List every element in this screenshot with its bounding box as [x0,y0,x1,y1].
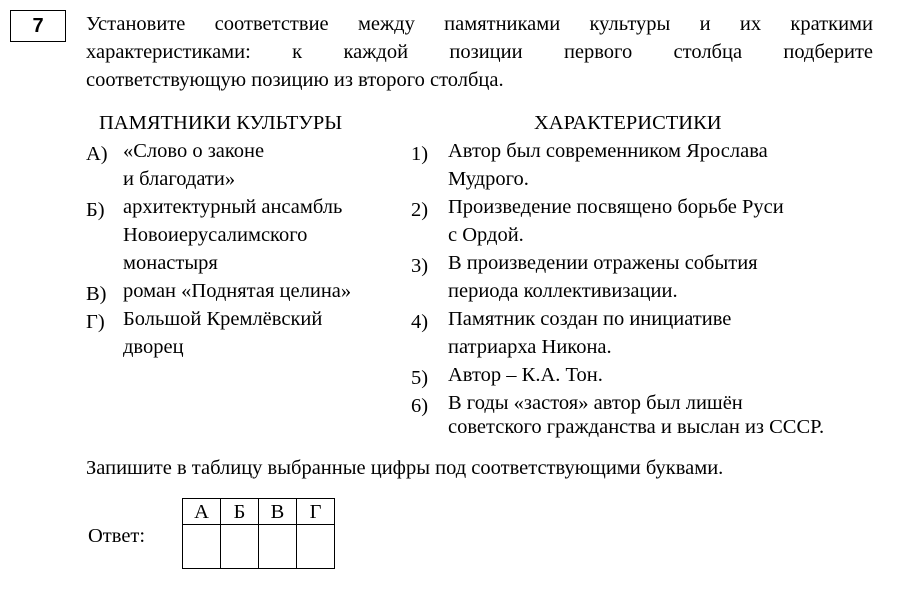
monument-text-line: архитектурный ансамбль [123,196,343,218]
characteristic-text-line: Автор был современником Ярослава [448,140,768,162]
characteristic-number: 2) [411,199,429,221]
monument-text-line: дворец [123,336,184,358]
answer-header-b: Б [221,499,259,525]
answer-label: Ответ: [88,525,146,547]
characteristic-text-line: Произведение посвящено борьбе Руси [448,196,784,218]
characteristic-number: 5) [411,367,429,389]
monument-text-line: Новоиерусалимского [123,224,308,246]
characteristic-text-line: Памятник создан по инициативе [448,308,732,330]
monument-text-line: Большой Кремлёвский [123,308,323,330]
monument-text-line: монастыря [123,252,218,274]
monument-letter: Г) [86,311,105,333]
characteristic-text-line: патриарха Никона. [448,336,612,358]
characteristic-text-line: В произведении отражены события [448,252,758,274]
characteristic-text-line: с Ордой. [448,224,524,246]
characteristic-text-line: Мудрого. [448,168,529,190]
task-instruction [86,10,873,94]
intro-line-1: Установите соответствие между памятниками культуры и их краткими [86,13,873,35]
answer-table [182,498,335,569]
monument-text-line: роман «Поднятая целина» [123,280,352,302]
characteristic-text-line: советского гражданства и выслан из СССР. [448,416,825,438]
characteristic-number: 6) [411,395,429,417]
answer-header-a: А [183,499,221,525]
question-number-box: 7 [10,10,66,42]
answer-instruction: Запишите в таблицу выбранные цифры под соответствующими буквами. [86,457,724,479]
right-column-header: ХАРАКТЕРИСТИКИ [534,112,722,134]
answer-cell-a[interactable] [183,525,221,569]
characteristic-text-line: Автор – К.А. Тон. [448,364,603,386]
monument-letter: А) [86,143,108,165]
answer-table-input-row [183,525,335,569]
intro-line-3: соответствующую позицию из второго столбца. [86,69,504,91]
answer-header-v: В [259,499,297,525]
answer-header-g: Г [297,499,335,525]
answer-cell-b[interactable] [221,525,259,569]
monument-letter: В) [86,283,107,305]
characteristic-text-line: периода коллективизации. [448,280,678,302]
intro-line-2: характеристиками: к каждой позиции первого столбца подберите [86,41,873,63]
answer-cell-v[interactable] [259,525,297,569]
characteristic-number: 4) [411,311,429,333]
characteristic-number: 1) [411,143,429,165]
answer-cell-g[interactable] [297,525,335,569]
left-column-header: ПАМЯТНИКИ КУЛЬТУРЫ [99,112,343,134]
characteristic-number: 3) [411,255,429,277]
answer-table-header-row [183,499,335,525]
monument-letter: Б) [86,199,105,221]
characteristic-text-line: В годы «застоя» автор был лишён [448,392,743,414]
monument-text-line: «Слово о законе [123,140,265,162]
monument-text-line: и благодати» [123,168,236,190]
